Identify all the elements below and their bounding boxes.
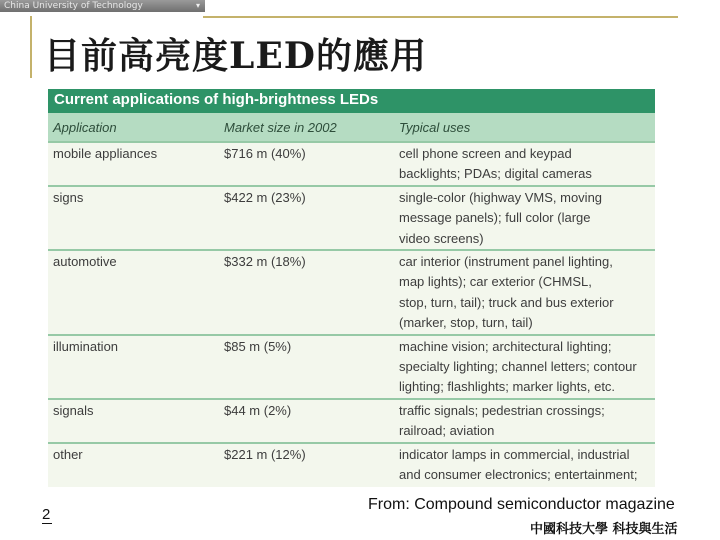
- cell-market-size: $716 m (40%): [224, 146, 306, 161]
- university-banner-text: China University of Technology: [4, 1, 143, 11]
- typical-uses-line: traffic signals; pedestrian crossings;: [399, 402, 605, 418]
- dropdown-arrow-icon[interactable]: ▾: [196, 1, 201, 10]
- typical-uses-line: video screens): [399, 230, 484, 246]
- page-number: 2: [42, 506, 51, 523]
- column-header-market-size: Market size in 2002: [224, 119, 337, 135]
- typical-uses-line: map lights); car exterior (CHMSL,: [399, 274, 592, 290]
- typical-uses-line: railroad; aviation: [399, 423, 495, 439]
- table-row: [48, 185, 655, 249]
- cell-typical-uses: [395, 445, 655, 487]
- table-header-row: [48, 113, 655, 141]
- table-row: [48, 442, 655, 487]
- table-title: Current applications of high-brightness LEDs: [48, 89, 655, 113]
- cell-application: signs: [53, 189, 84, 205]
- typical-uses-line: car interior (instrument panel lighting,: [399, 254, 613, 270]
- typical-uses-line: cell phone screen and keypad: [399, 146, 572, 161]
- typical-uses-line: (marker, stop, turn, tail): [399, 315, 533, 331]
- table-row: [48, 398, 655, 442]
- typical-uses-line: single-color (highway VMS, moving: [399, 189, 603, 205]
- cell-typical-uses: [395, 401, 655, 442]
- typical-uses-line: message panels); full color (large: [399, 210, 591, 226]
- applications-table: [48, 89, 655, 487]
- cell-market-size: $332 m (18%): [224, 254, 306, 270]
- typical-uses-line: machine vision; architectural lighting;: [399, 338, 612, 354]
- cell-market-size: $221 m (12%): [224, 446, 306, 462]
- page-number-underline: [42, 523, 52, 524]
- typical-uses-line: lighting; flashlights; marker lights, etc.: [399, 379, 616, 395]
- top-divider: [203, 16, 678, 18]
- table-body: [48, 141, 655, 487]
- column-header-typical-uses: Typical uses: [399, 119, 471, 135]
- typical-uses-line: stop, turn, tail); truck and bus exterior: [399, 294, 614, 310]
- table-row: [48, 141, 655, 185]
- cell-application: illumination: [53, 338, 119, 354]
- cell-market-size: $422 m (23%): [224, 189, 306, 205]
- cell-typical-uses: [395, 144, 655, 185]
- typical-uses-line: and consumer electronics; entertainment;: [399, 467, 638, 483]
- typical-uses-line: specialty lighting; channel letters; contour: [399, 359, 637, 375]
- left-divider: [30, 16, 32, 78]
- cell-application: automotive: [53, 254, 117, 270]
- university-banner: [0, 0, 205, 12]
- cell-application: other: [53, 446, 83, 462]
- column-header-application: Application: [53, 119, 117, 135]
- cell-typical-uses: [395, 252, 655, 334]
- cell-market-size: $85 m (5%): [224, 338, 292, 354]
- table-row: [48, 334, 655, 398]
- slide-title: 目前高亮度LED的應用: [44, 35, 427, 77]
- cell-typical-uses: [395, 188, 655, 249]
- cell-typical-uses: [395, 337, 655, 398]
- cell-application: signals: [53, 402, 94, 418]
- typical-uses-line: indicator lamps in commercial, industrial: [399, 446, 630, 462]
- cell-application: mobile appliances: [53, 146, 158, 161]
- table-row: [48, 249, 655, 334]
- institution-footer: 中國科技大學 科技與生活: [530, 522, 678, 537]
- typical-uses-line: [399, 486, 655, 488]
- cell-market-size: $44 m (2%): [224, 402, 292, 418]
- typical-uses-line: backlights; PDAs; digital cameras: [399, 166, 592, 182]
- source-citation: From: Compound semiconductor magazine: [368, 496, 675, 513]
